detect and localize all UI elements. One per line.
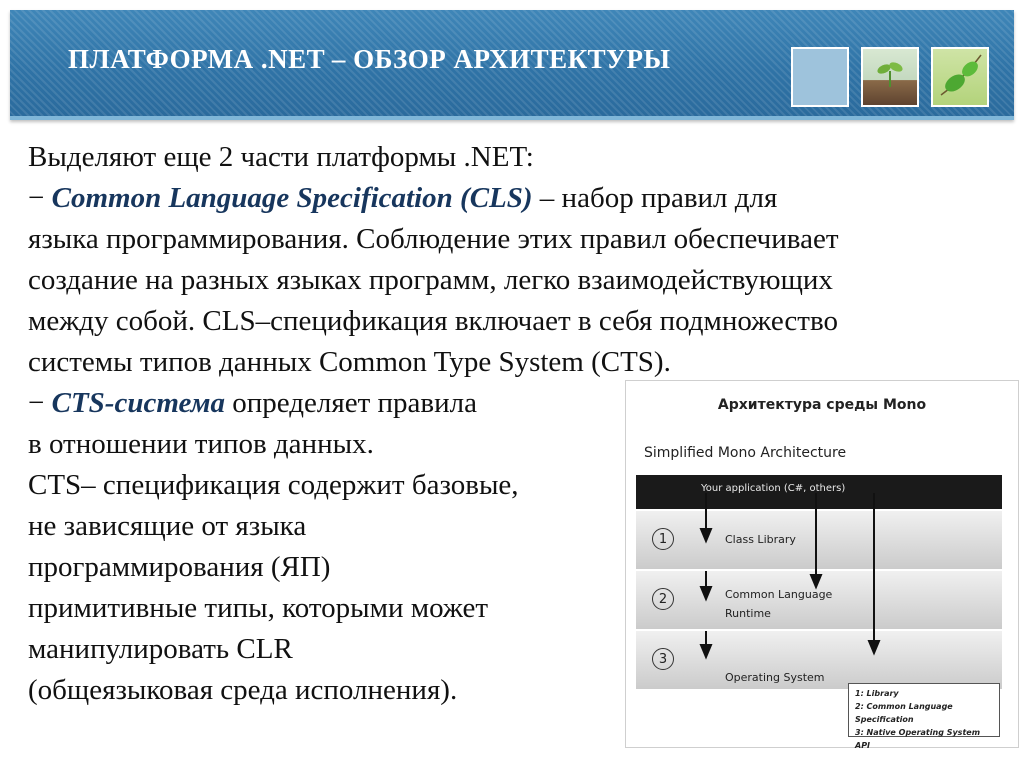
figure-legend xyxy=(848,683,1000,750)
text-line: между собой. CLS–спецификация включает в себя подмножество xyxy=(28,305,838,337)
text-line: системы типов данных Common Type System (CTS). xyxy=(28,346,671,378)
cls-term: Common Language Specification (CLS) xyxy=(51,182,533,214)
legend-item: 2: Common Language Specification xyxy=(855,702,953,724)
text-line: создание на разных языках программ, легко взаимодействующих xyxy=(28,264,833,296)
layer-label: Common Language xyxy=(725,588,833,601)
layer-label-second-line: Runtime xyxy=(725,607,771,620)
legend-item: 1: Library xyxy=(855,689,899,698)
text-line: в отношении типов данных. xyxy=(28,428,374,460)
figure-caption: Архитектура среды Mono xyxy=(717,397,927,413)
decorative-square-icon xyxy=(791,47,849,107)
leaf-image-icon xyxy=(931,47,989,107)
mono-architecture-figure xyxy=(625,380,1019,748)
title-bar xyxy=(10,10,1014,120)
text-line: манипулировать CLR xyxy=(28,633,293,665)
sprout-image-icon xyxy=(861,47,919,107)
cls-definition-line xyxy=(28,178,1008,219)
text-line: языка программирования. Соблюдение этих правил обеспечивает xyxy=(28,223,839,255)
cls-definition: – набор правил для xyxy=(532,182,778,214)
layer-number: 2 xyxy=(652,588,674,610)
text-line: не зависящие от языка xyxy=(28,510,307,542)
slide-title: ПЛАТФОРМА .NET – ОБЗОР АРХИТЕКТУРЫ xyxy=(68,44,671,74)
text-line: CTS– спецификация содержит базовые, xyxy=(28,469,519,501)
cls-bullet-dash: − xyxy=(28,182,52,214)
title-underline xyxy=(10,116,1014,120)
cts-term: CTS-система xyxy=(51,387,226,419)
text-line: (общеязыковая среда исполнения). xyxy=(28,674,458,706)
text-line: примитивные типы, которыми может xyxy=(28,592,489,624)
layer-label: Operating System xyxy=(725,671,825,684)
cts-definition: определяет правила xyxy=(225,387,477,419)
application-label: Your application (C#, others) xyxy=(701,483,846,494)
layer-label: Class Library xyxy=(725,533,796,546)
text-line: программирования (ЯП) xyxy=(28,551,331,583)
layer-number: 1 xyxy=(652,528,674,550)
cts-bullet-dash: − xyxy=(28,387,52,419)
intro-line: Выделяют еще 2 части платформы .NET: xyxy=(28,141,534,173)
layer-number: 3 xyxy=(652,648,674,670)
legend-item: 3: Native Operating System API xyxy=(855,728,981,750)
figure-subtitle: Simplified Mono Architecture xyxy=(644,445,847,461)
